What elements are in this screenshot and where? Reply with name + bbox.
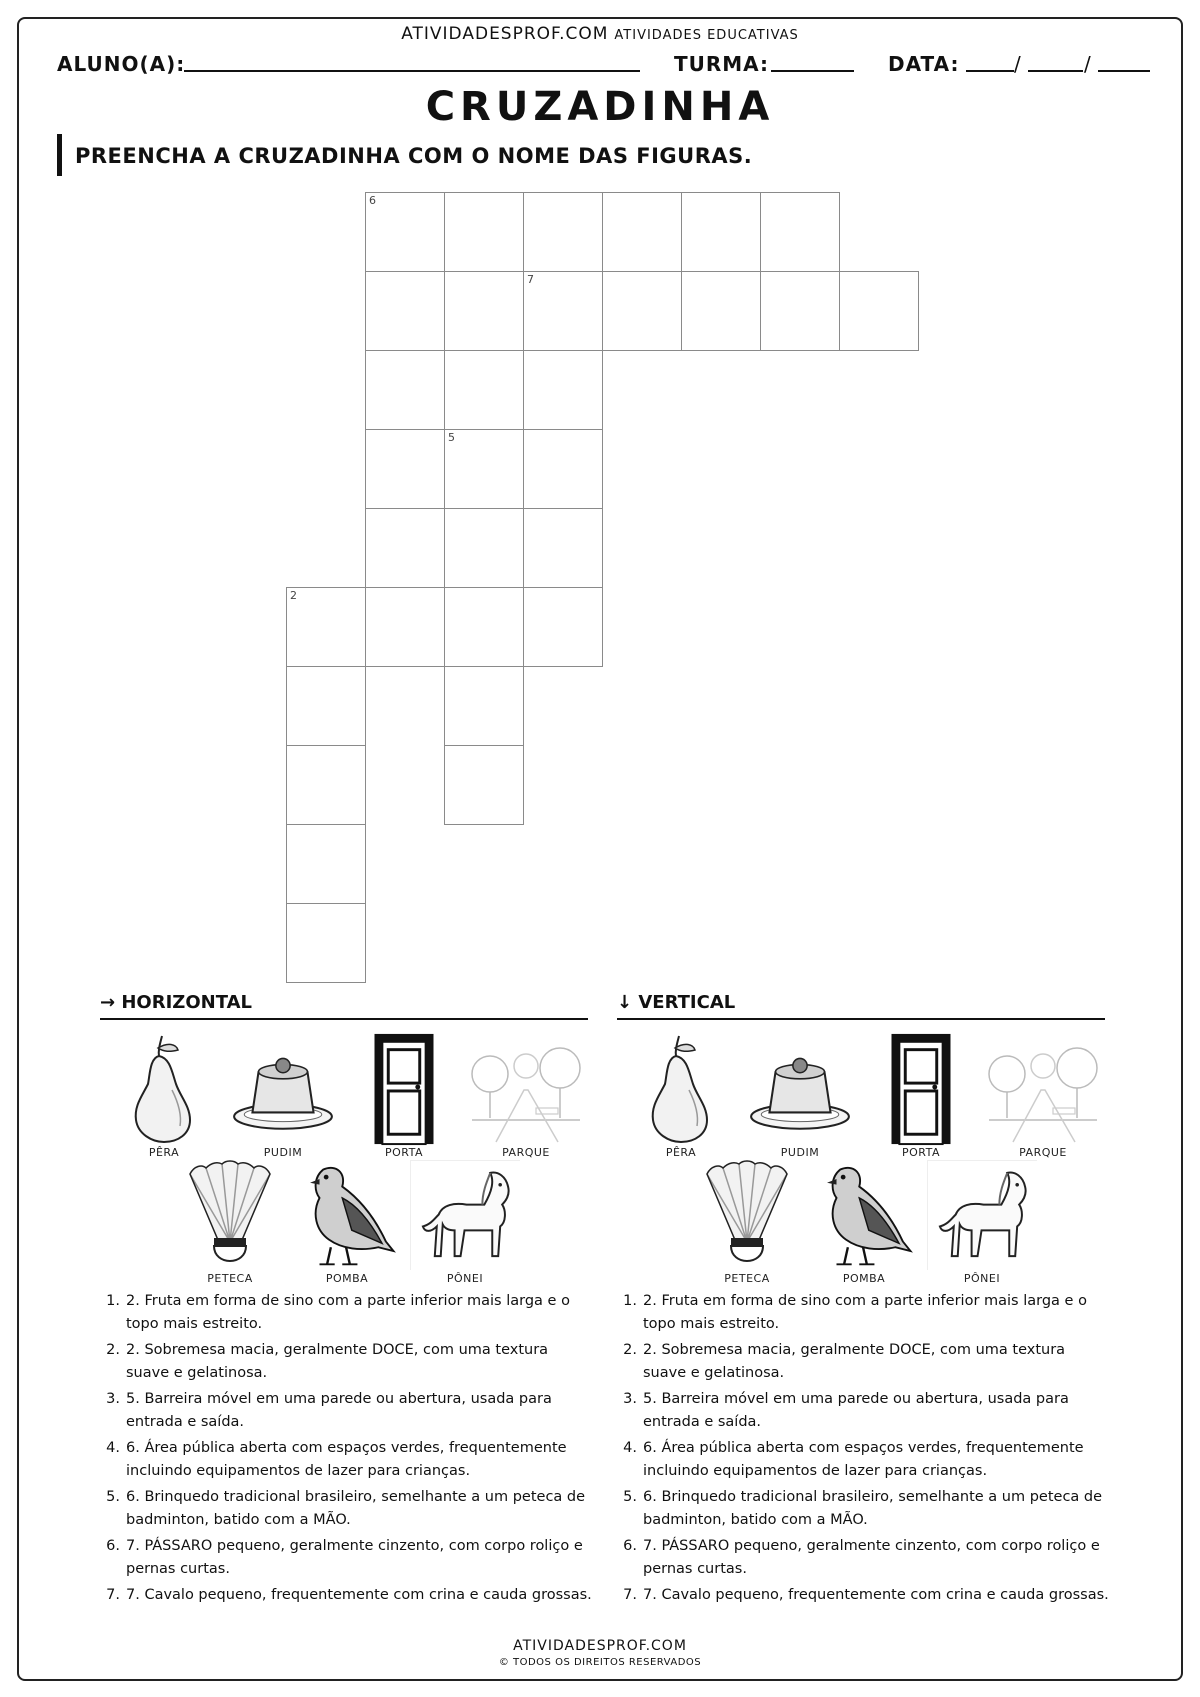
crossword-cell[interactable] <box>602 271 682 351</box>
turma-label: TURMA: <box>674 52 770 76</box>
picture-parque <box>983 1030 1103 1160</box>
shuttlecock-icon <box>180 1160 280 1270</box>
vertical-clue-list <box>619 1290 1109 1610</box>
crossword-cell[interactable] <box>286 824 366 904</box>
pear-icon <box>639 1030 723 1148</box>
date-slash: / <box>1084 52 1092 76</box>
crossword-cell[interactable] <box>523 192 603 272</box>
crossword-cell[interactable] <box>444 666 524 746</box>
pony-icon <box>927 1160 1037 1270</box>
pigeon-icon <box>292 1160 402 1270</box>
list-item: 2. 2. Sobremesa macia, geralmente DOCE, com uma textura suave e gelatinosa. <box>106 1342 549 1381</box>
picture-label: POMBA <box>325 1272 369 1285</box>
vertical-heading: ↓ VERTICAL <box>617 992 736 1013</box>
crossword-cell[interactable] <box>444 745 524 825</box>
picture-label: PÊRA <box>148 1146 180 1159</box>
list-item: 1. 2. Fruta em forma de sino com a parte inferior mais larga e o topo mais estreito. <box>106 1293 570 1332</box>
crossword-cell[interactable] <box>444 271 524 351</box>
picture-label: PORTA <box>384 1146 424 1159</box>
clue-number: 7 <box>527 273 534 286</box>
crossword-cell[interactable] <box>681 192 761 272</box>
list-item: 4. 6. Área pública aberta com espaços verdes, frequentemente incluindo equipamentos de lazer para crianças. <box>106 1440 567 1479</box>
picture-label: PARQUE <box>502 1146 550 1159</box>
picture-porta <box>368 1030 440 1160</box>
site-subtitle: ATIVIDADES EDUCATIVAS <box>614 28 799 43</box>
clue-number: 6 <box>369 194 376 207</box>
picture-pera <box>122 1030 206 1160</box>
pudding-icon <box>745 1030 855 1148</box>
crossword-cell[interactable] <box>523 508 603 588</box>
crossword-cell[interactable] <box>523 271 603 351</box>
aluno-label: ALUNO(A): <box>57 52 186 76</box>
list-item: 2. 2. Sobremesa macia, geralmente DOCE, com uma textura suave e gelatinosa. <box>623 1342 1066 1381</box>
date-slash: / <box>1014 52 1022 76</box>
crossword-cell[interactable] <box>444 350 524 430</box>
footer-rights: © TODOS OS DIREITOS RESERVADOS <box>498 1657 702 1668</box>
crossword-cell[interactable] <box>365 429 445 509</box>
pear-icon <box>122 1030 206 1148</box>
list-item: 3. 5. Barreira móvel em uma parede ou abertura, usada para entrada e saída. <box>623 1391 1069 1430</box>
crossword-cell[interactable] <box>444 429 524 509</box>
picture-pomba <box>809 1160 919 1286</box>
picture-pomba <box>292 1160 402 1286</box>
picture-label: PARQUE <box>1019 1146 1067 1159</box>
picture-pera <box>639 1030 723 1160</box>
crossword-cell[interactable] <box>365 350 445 430</box>
footer-site: ATIVIDADESPROF.COM <box>513 1638 687 1654</box>
picture-peteca <box>180 1160 280 1286</box>
crossword-cell[interactable] <box>602 192 682 272</box>
divider <box>617 1018 1105 1020</box>
horizontal-heading: → HORIZONTAL <box>100 992 252 1013</box>
picture-label: PUDIM <box>263 1146 303 1159</box>
pigeon-icon <box>809 1160 919 1270</box>
list-item: 6. 7. PÁSSARO pequeno, geralmente cinzento, com corpo roliço e pernas curtas. <box>106 1538 583 1577</box>
picture-peteca <box>697 1160 797 1286</box>
clue-number: 2 <box>290 589 297 602</box>
list-item: 3. 5. Barreira móvel em uma parede ou abertura, usada para entrada e saída. <box>106 1391 552 1430</box>
crossword-cell[interactable] <box>286 587 366 667</box>
crossword-cell[interactable] <box>444 192 524 272</box>
picture-parque <box>466 1030 586 1160</box>
instruction-text: PREENCHA A CRUZADINHA COM O NOME DAS FIGURAS. <box>75 144 753 168</box>
park-icon <box>466 1030 586 1148</box>
crossword-cell[interactable] <box>760 271 840 351</box>
crossword-cell[interactable] <box>286 666 366 746</box>
crossword-cell[interactable] <box>286 903 366 983</box>
list-item: 5. 6. Brinquedo tradicional brasileiro, semelhante a um peteca de badminton, batido com a MÃO. <box>106 1489 586 1528</box>
picture-label: PUDIM <box>780 1146 820 1159</box>
list-item: 7. 7. Cavalo pequeno, frequentemente com crina e cauda grossas. <box>106 1587 592 1603</box>
picture-label: PÔNEI <box>446 1272 484 1285</box>
crossword-cell[interactable] <box>523 429 603 509</box>
shuttlecock-icon <box>697 1160 797 1270</box>
picture-label: PETECA <box>724 1272 770 1285</box>
picture-ponei <box>410 1160 520 1286</box>
crossword-cell[interactable] <box>365 271 445 351</box>
door-icon <box>368 1030 440 1148</box>
crossword-cell[interactable] <box>760 192 840 272</box>
picture-ponei <box>927 1160 1037 1286</box>
crossword-cell[interactable] <box>681 271 761 351</box>
picture-label: PORTA <box>901 1146 941 1159</box>
crossword-cell[interactable] <box>365 192 445 272</box>
clue-number: 5 <box>448 431 455 444</box>
crossword-cell[interactable] <box>523 587 603 667</box>
site-name: ATIVIDADESPROF.COM <box>401 24 609 44</box>
picture-label: POMBA <box>842 1272 886 1285</box>
picture-label: PETECA <box>207 1272 253 1285</box>
pudding-icon <box>228 1030 338 1148</box>
picture-pudim <box>228 1030 338 1160</box>
crossword-cell[interactable] <box>444 587 524 667</box>
picture-label: PÔNEI <box>963 1272 1001 1285</box>
list-item: 1. 2. Fruta em forma de sino com a parte inferior mais larga e o topo mais estreito. <box>623 1293 1087 1332</box>
picture-pudim <box>745 1030 855 1160</box>
picture-label: PÊRA <box>665 1146 697 1159</box>
crossword-cell[interactable] <box>444 508 524 588</box>
list-item: 4. 6. Área pública aberta com espaços verdes, frequentemente incluindo equipamentos de lazer para crianças. <box>623 1440 1084 1479</box>
picture-porta <box>885 1030 957 1160</box>
crossword-cell[interactable] <box>286 745 366 825</box>
crossword-cell[interactable] <box>365 587 445 667</box>
crossword-cell[interactable] <box>839 271 919 351</box>
list-item: 7. 7. Cavalo pequeno, frequentemente com crina e cauda grossas. <box>623 1587 1109 1603</box>
page-title: CRUZADINHA <box>425 84 775 130</box>
divider <box>100 1018 588 1020</box>
pony-icon <box>410 1160 520 1270</box>
crossword-cell[interactable] <box>365 508 445 588</box>
crossword-cell[interactable] <box>523 350 603 430</box>
door-icon <box>885 1030 957 1148</box>
data-label: DATA: <box>888 52 960 76</box>
horizontal-clue-list <box>102 1290 592 1610</box>
park-icon <box>983 1030 1103 1148</box>
list-item: 5. 6. Brinquedo tradicional brasileiro, semelhante a um peteca de badminton, batido com a MÃO. <box>623 1489 1103 1528</box>
list-item: 6. 7. PÁSSARO pequeno, geralmente cinzento, com corpo roliço e pernas curtas. <box>623 1538 1100 1577</box>
